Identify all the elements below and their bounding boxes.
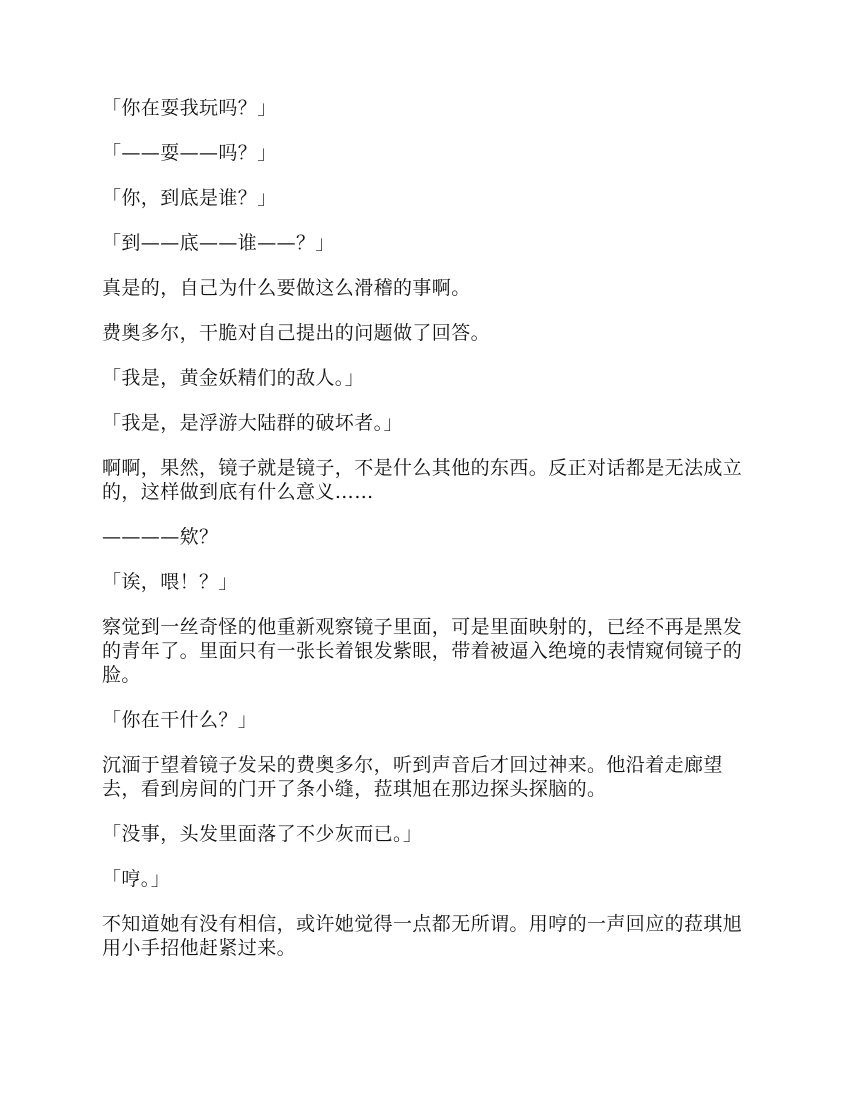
paragraph: 「你在干什么？」 <box>102 709 258 731</box>
paragraph: 真是的，自己为什么要做这么滑稽的事啊。 <box>102 277 471 299</box>
paragraph: 「我是，黄金妖精们的敌人。」 <box>102 367 365 389</box>
document-page <box>102 96 752 981</box>
paragraph: 啊啊，果然，镜子就是镜子，不是什么其他的东西。反正对话都是无法成立的，这样做到底有什么意义…… <box>102 457 743 503</box>
paragraph: 不知道她有没有相信，或许她觉得一点都无所谓。用哼的一声回应的菈琪旭用小手招他赶紧过来。 <box>102 913 743 959</box>
paragraph: 「你在耍我玩吗？」 <box>102 97 277 119</box>
paragraph: 「诶，喂！？」 <box>102 571 238 593</box>
paragraph: 察觉到一丝奇怪的他重新观察镜子里面，可是里面映射的，已经不再是黑发的青年了。里面只有一张长着银发紫眼，带着被逼入绝境的表情窥伺镜子的脸。 <box>102 616 743 686</box>
paragraph: 「我是，是浮游大陆群的破坏者。」 <box>102 412 403 434</box>
paragraph: 「没事，头发里面落了不少灰而已。」 <box>102 823 423 845</box>
paragraph: 「——耍——吗？」 <box>102 142 277 164</box>
paragraph: 「到——底——谁——？」 <box>102 232 335 254</box>
paragraph: 「哼。」 <box>102 868 171 890</box>
paragraph: 「你，到底是谁？」 <box>102 187 277 209</box>
paragraph: 沉湎于望着镜子发呆的费奥多尔，听到声音后才回过神来。他沿着走廊望去，看到房间的门开了条小缝，菈琪旭在那边探头探脑的。 <box>102 754 723 800</box>
paragraph: 费奥多尔，干脆对自己提出的问题做了回答。 <box>102 322 491 344</box>
paragraph: ————欸？ <box>102 526 219 548</box>
